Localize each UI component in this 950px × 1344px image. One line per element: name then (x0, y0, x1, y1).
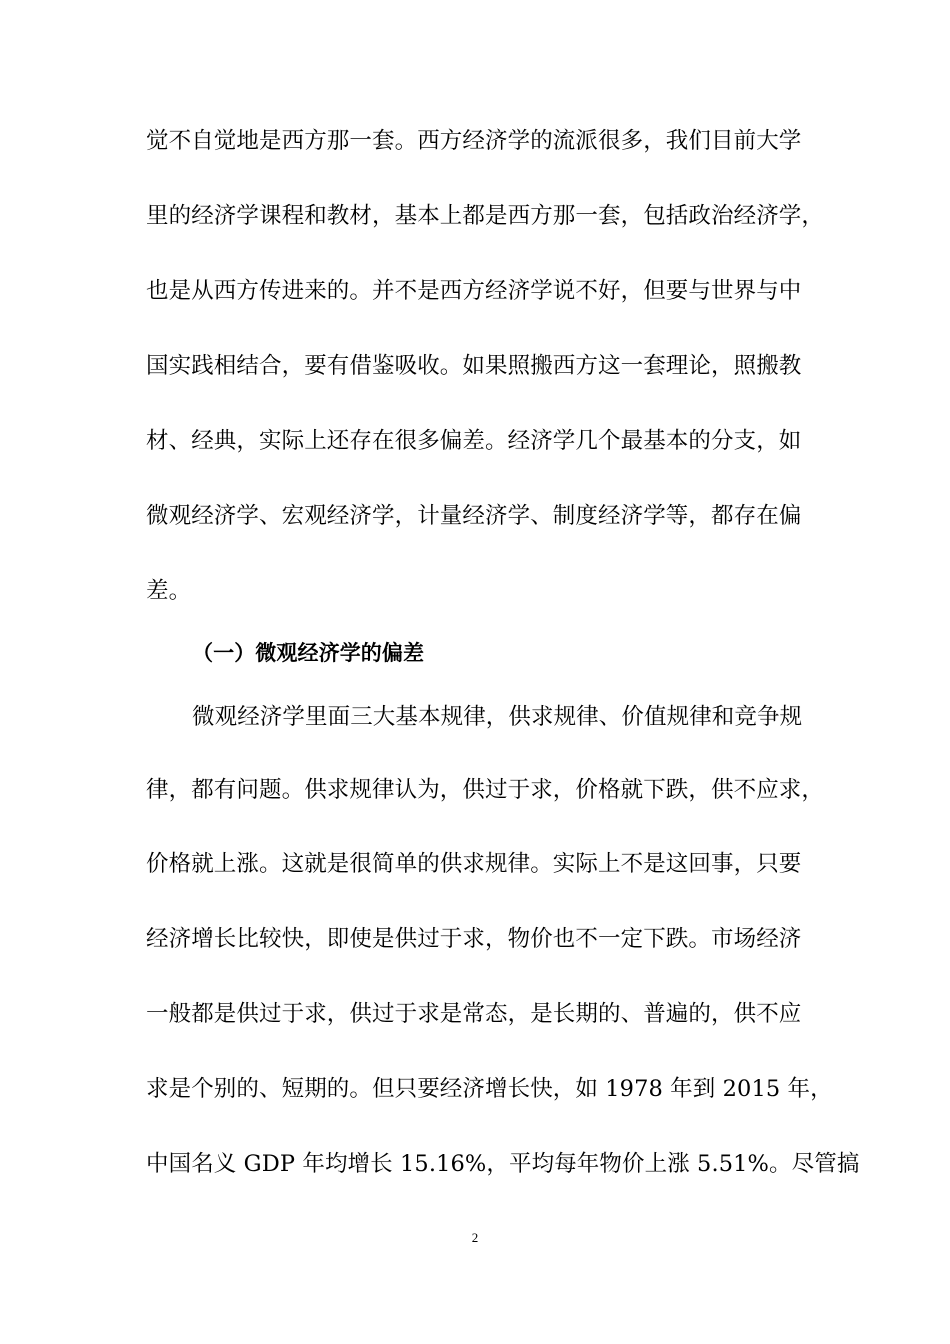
text-line: 里的经济学课程和教材，基本上都是西方那一套，包括政治经济学， (146, 203, 825, 229)
text-line: 中国名义 GDP 年均增长 15.16%，平均每年物价上涨 5.51%。尽管搞 (146, 1151, 860, 1177)
page-number: 2 (471, 1230, 479, 1245)
text-line: 材、经典，实际上还存在很多偏差。经济学几个最基本的分支，如 (146, 428, 802, 454)
text-line: 微观经济学里面三大基本规律，供求规律、价值规律和竞争规 (192, 704, 803, 730)
text-line: 觉不自觉地是西方那一套。西方经济学的流派很多，我们目前大学 (146, 128, 802, 154)
text-line: 国实践相结合，要有借鉴吸收。如果照搬西方这一套理论，照搬教 (146, 353, 802, 379)
text-line: 一般都是供过于求，供过于求是常态，是长期的、普遍的，供不应 (146, 1001, 802, 1027)
text-line: 微观经济学、宏观经济学，计量经济学、制度经济学等，都存在偏 (146, 503, 802, 529)
text-line: 求是个别的、短期的。但只要经济增长快，如 1978 年到 2015 年， (146, 1076, 833, 1102)
section-heading: （一）微观经济学的偏差 (192, 641, 425, 665)
text-line: 经济增长比较快，即使是供过于求，物价也不一定下跌。市场经济 (146, 926, 802, 952)
text-line: 差。 (146, 578, 192, 604)
text-line: 律，都有问题。供求规律认为，供过于求，价格就下跌，供不应求， (146, 777, 825, 803)
text-line: 价格就上涨。这就是很简单的供求规律。实际上不是这回事，只要 (146, 851, 802, 877)
text-line: 也是从西方传进来的。并不是西方经济学说不好，但要与世界与中 (146, 278, 802, 304)
